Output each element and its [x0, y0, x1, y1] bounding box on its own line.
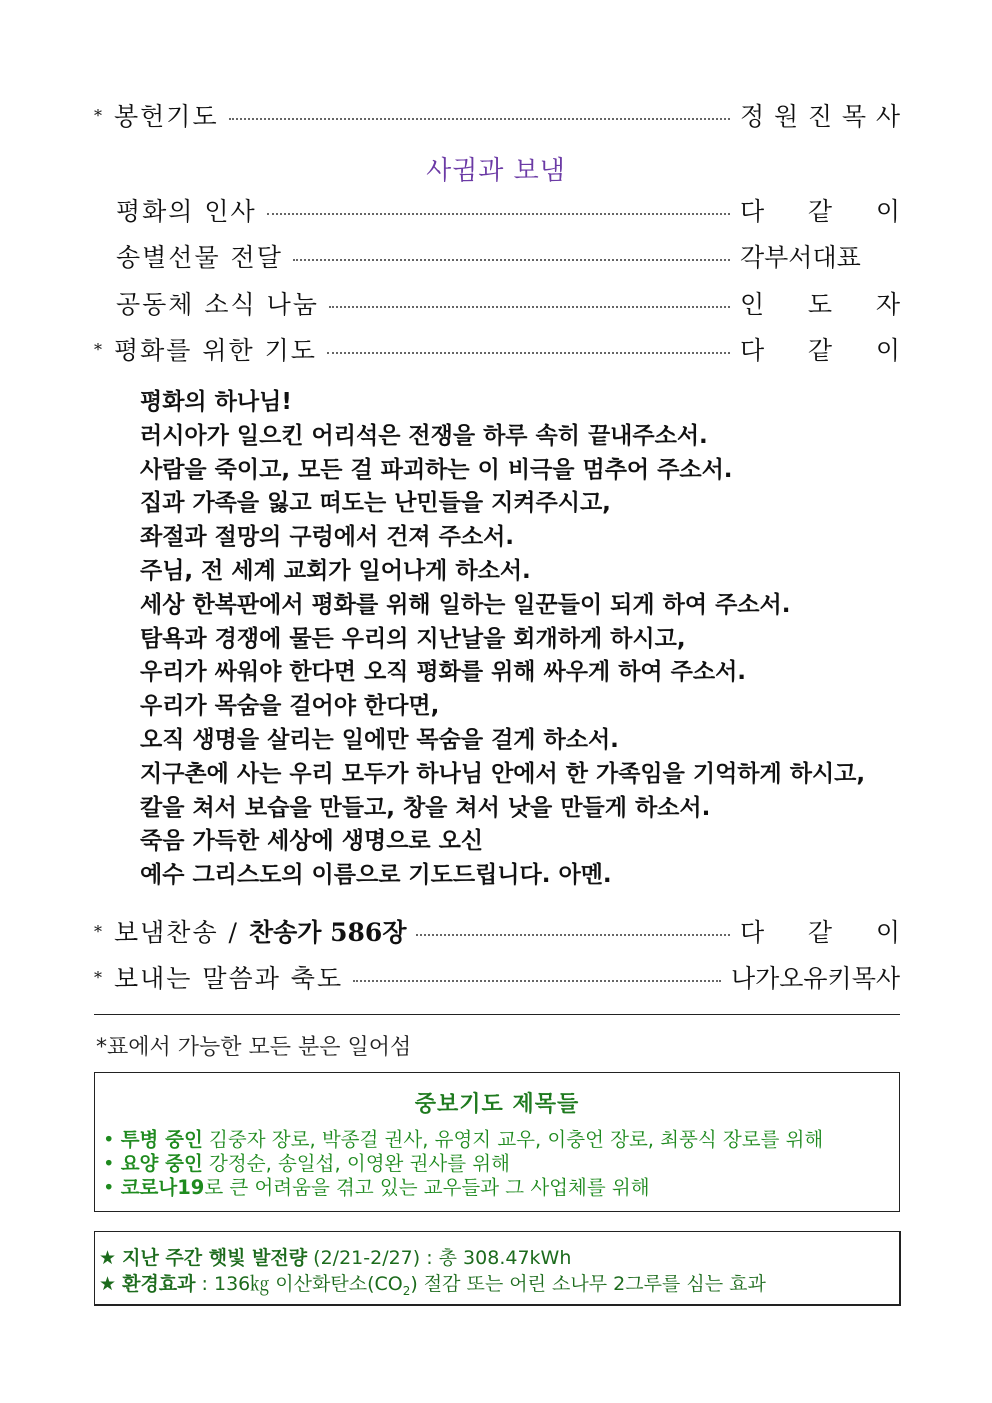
star-icon: ★	[99, 1247, 117, 1269]
order-label: 보냄찬송 /	[114, 918, 239, 947]
dotted-leader	[267, 213, 730, 215]
co2-subscript: 2	[402, 1283, 411, 1298]
prayer-line: 집과 가족을 잃고 떠도는 난민들을 지켜주시고,	[140, 490, 611, 517]
hymn-number: 찬송가 586장	[248, 918, 407, 947]
order-label: 평화의 인사	[116, 197, 257, 226]
order-row-offering-prayer	[94, 95, 900, 135]
dotted-leader	[416, 934, 730, 936]
solar-output-line	[99, 1243, 571, 1270]
prayer-line: 죽음 가득한 세상에 생명으로 오신	[140, 828, 484, 855]
intercession-box	[94, 1072, 900, 1212]
order-leader: 다 같 이	[740, 918, 900, 947]
intercession-item-text: 김중자 장로, 박종걸 권사, 유영지 교우, 이충언 장로, 최풍식 장로를 위해	[202, 1128, 824, 1151]
standing-marker: *	[94, 105, 102, 125]
order-leader: 정 원 진 목 사	[740, 102, 900, 131]
order-row-greeting	[94, 190, 900, 230]
prayer-line: 오직 생명을 살리는 일에만 목숨을 걸게 하소서.	[140, 726, 619, 753]
order-leader: 인 도 자	[740, 290, 900, 319]
order-row-closing-hymn	[94, 911, 900, 951]
peace-prayer-text	[140, 386, 865, 893]
prayer-line: 우리가 목숨을 걸어야 한다면,	[140, 693, 440, 720]
intercession-item-label: 투병 중인	[120, 1128, 203, 1151]
bullet-icon: •	[103, 1152, 115, 1175]
divider	[94, 1014, 900, 1015]
dotted-leader	[327, 352, 730, 354]
order-label: 보내는 말씀과 축도	[114, 964, 344, 993]
intercession-item	[103, 1176, 899, 1200]
environment-effect-line	[99, 1269, 766, 1298]
prayer-line: 사람을 죽이고, 모든 걸 파괴하는 이 비극을 멈추어 주소서.	[140, 456, 733, 483]
order-row-news	[94, 283, 900, 323]
order-row-farewell-gift	[94, 236, 900, 276]
intercession-item	[103, 1152, 899, 1176]
intercession-item-text: 강정순, 송일섭, 이영완 권사를 위해	[202, 1152, 510, 1175]
dotted-leader	[353, 980, 721, 982]
intercession-item-label: 코로나19	[120, 1176, 205, 1199]
order-leader: 다 같 이	[740, 336, 900, 365]
dotted-leader	[229, 118, 730, 120]
bullet-icon: •	[103, 1176, 115, 1199]
prayer-line: 탐욕과 경쟁에 물든 우리의 지난날을 회개하게 하시고,	[140, 625, 686, 652]
star-icon: ★	[99, 1273, 117, 1295]
order-row-benediction	[94, 957, 900, 997]
intercession-item	[103, 1128, 899, 1152]
prayer-line: 칼을 쳐서 보습을 만들고, 창을 쳐서 낫을 만들게 하소서.	[140, 794, 711, 821]
standing-marker: *	[94, 967, 102, 987]
solar-output-label: 지난 주간 햇빛 발전량	[122, 1247, 308, 1269]
order-leader: 각부서대표	[740, 243, 861, 272]
dotted-leader	[329, 306, 730, 308]
environment-effect-text-a: : 136㎏ 이산화탄소(CO	[195, 1273, 403, 1295]
prayer-line: 평화의 하나님!	[140, 389, 292, 415]
section-title: 사귐과 보냄	[426, 156, 566, 186]
prayer-line: 지구촌에 사는 우리 모두가 하나님 안에서 한 가족임을 기억하게 하시고,	[140, 760, 866, 787]
bullet-icon: •	[103, 1128, 115, 1151]
prayer-line: 러시아가 일으킨 어리석은 전쟁을 하루 속히 끝내주소서.	[140, 422, 708, 449]
intercession-title: 중보기도 제목들	[414, 1092, 580, 1117]
environment-effect-label: 환경효과	[122, 1273, 196, 1295]
environment-effect-text-b: ) 절감 또는 어린 소나무 2그루를 심는 효과	[410, 1273, 766, 1295]
prayer-line: 세상 한복판에서 평화를 위해 일하는 일꾼들이 되게 하여 주소서.	[140, 591, 791, 618]
solar-power-box	[94, 1231, 901, 1306]
standing-marker: *	[94, 921, 102, 941]
solar-output-value: (2/21-2/27) : 총 308.47kWh	[307, 1247, 572, 1269]
order-label: 송별선물 전달	[116, 243, 283, 272]
order-leader: 다 같 이	[740, 197, 900, 226]
intercession-list	[103, 1128, 899, 1200]
order-label: 평화를 위한 기도	[114, 336, 317, 365]
prayer-line: 예수 그리스도의 이름으로 기도드립니다. 아멘.	[140, 862, 612, 889]
standing-marker: *	[94, 339, 102, 359]
standing-note: *표에서 가능한 모든 분은 일어섬	[96, 1035, 412, 1060]
intercession-item-label: 요양 중인	[120, 1152, 203, 1175]
prayer-line: 좌절과 절망의 구렁에서 건져 주소서.	[140, 524, 515, 551]
order-leader: 나가오유키목사	[730, 964, 900, 993]
order-label: 봉헌기도	[114, 102, 219, 131]
prayer-line: 우리가 싸워야 한다면 오직 평화를 위해 싸우게 하여 주소서.	[140, 659, 747, 686]
dotted-leader	[293, 259, 730, 261]
prayer-line: 주님, 전 세계 교회가 일어나게 하소서.	[140, 557, 531, 584]
order-row-peace-prayer	[94, 329, 900, 369]
order-label: 공동체 소식 나눔	[116, 290, 319, 319]
intercession-item-text: 로 큰 어려움을 겪고 있는 교우들과 그 사업체를 위해	[204, 1176, 650, 1199]
